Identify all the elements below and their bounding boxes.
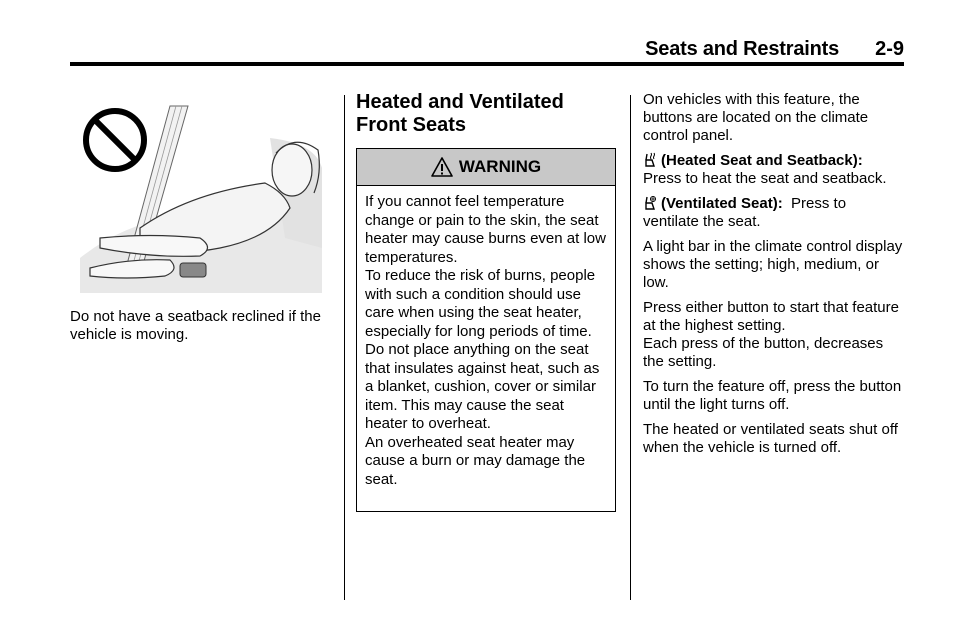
no-reclining-seat-illustration — [70, 98, 325, 293]
page-header — [70, 38, 904, 64]
column-divider-2 — [630, 95, 631, 600]
right-column — [643, 91, 905, 464]
header-title: Seats and Restraints — [645, 38, 839, 60]
page-number: 2-9 — [875, 38, 904, 60]
warning-box — [356, 148, 616, 512]
heated-seat-icon — [643, 152, 658, 167]
section-title: Heated and Ventilated Front Seats — [356, 91, 564, 136]
warning-paragraph: To reduce the risk of burns, people with such a condition should use care when using the seat heater, especially for long periods of time. Do not place anything on the seat that insulates against heat, such as a blanket, cushion, cover or similar item. This may cause the seat heater to overheat. — [365, 267, 600, 432]
heated-seat-text: Press to heat the seat and seatback. — [643, 170, 887, 187]
warning-label: WARNING — [458, 157, 542, 176]
shut-off-text: The heated or ventilated seats shut off when the vehicle is turned off. — [643, 421, 898, 456]
heated-seat-label: (Heated Seat and Seatback): — [661, 152, 863, 169]
each-press-text: Each press of the button, decreases the setting. — [643, 335, 884, 370]
press-either-text: Press either button to start that feature at the highest setting. — [643, 299, 899, 334]
heated-seat-description — [643, 152, 905, 188]
ventilated-seat-text: Press to ventilate the seat. — [643, 195, 847, 230]
intro-text: On vehicles with this feature, the buttons are located on the climate control panel. — [643, 91, 869, 144]
warning-triangle-icon — [431, 157, 453, 177]
ventilated-seat-icon — [643, 195, 658, 210]
warning-paragraph: If you cannot feel temperature change or pain to the skin, the seat heater may cause burns even at low temperatures. — [365, 193, 606, 266]
warning-header — [357, 149, 615, 186]
turn-off-text: To turn the feature off, press the button until the light turns off. — [643, 378, 902, 413]
light-bar-text: A light bar in the climate control display shows the setting; high, medium, or low. — [643, 238, 903, 291]
ventilated-seat-description — [643, 195, 905, 231]
ventilated-seat-label: (Ventilated Seat): — [661, 195, 783, 212]
illustration-caption: Do not have a seatback reclined if the vehicle is moving. — [70, 308, 321, 343]
warning-paragraph: An overheated seat heater may cause a burn or may damage the seat. — [365, 433, 586, 488]
warning-body — [357, 186, 615, 489]
header-rule — [70, 62, 904, 66]
column-divider-1 — [344, 95, 345, 600]
